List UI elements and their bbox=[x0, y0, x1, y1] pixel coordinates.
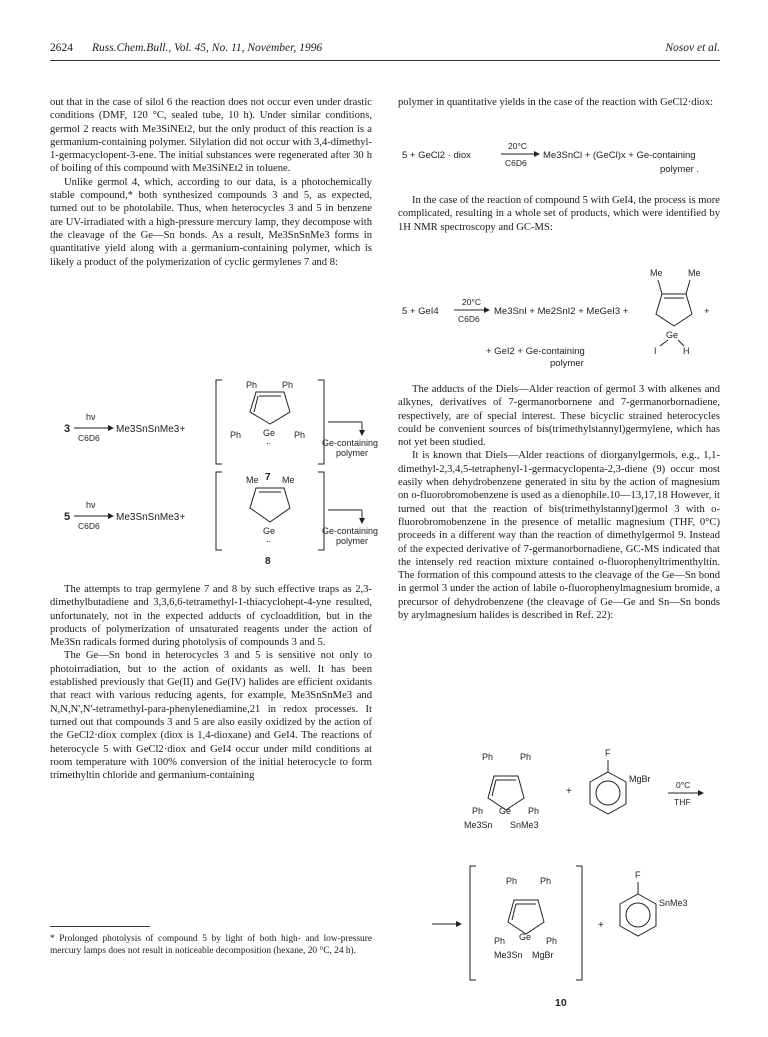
ge-label: Ge bbox=[263, 526, 276, 536]
paragraph: It is known that Diels—Alder reactions of diorganylgermols, e.g., 1,1-dimethyl-2,3,4,5-tetraphenyl-1-germacyclopenta-2,3-diene (9) occur most easily when dehydrobenzene generated in situ by the action of magnesium on o-fluorobromobenzene is used as a dienophile.10—13,17,18 However, it turned out that the reaction of bis(trimethylstannyl)germol 3 with o-fluorobromobenzene in the presence of metallic magnesium (THF, 0°C) proceeds in a different way than the reaction of dimethylgermol 9. Instead of the expected derivative of 7-germanorbornadiene, GC-MS indicated that the intensely red reaction mixture contained o-fluorophenyltrimenthyltin. The formation of this compound attests to the cleavage of the Ge—Sn bond in germol 3 under the action of labile o-fluorophenylmagnesium bromide, a precursor of dehydrobenzene (the cleavage of Ge—Ge and Sn—Sn bonds by arylmagnesium halides is described in Ref. 22): bbox=[398, 450, 720, 622]
mgbr-label: MgBr bbox=[532, 950, 554, 960]
arrowhead bbox=[108, 513, 114, 519]
solvent-label: C6D6 bbox=[78, 521, 100, 531]
hydrogen-label: H bbox=[683, 346, 690, 356]
fluorine-label: F bbox=[605, 748, 611, 758]
aromatic-circle bbox=[626, 903, 650, 927]
bracket-right bbox=[318, 472, 324, 550]
authors: Nosov et al. bbox=[665, 42, 720, 54]
arrowhead bbox=[108, 425, 114, 431]
temperature-label: 0°C bbox=[676, 780, 691, 790]
paragraph: In the case of the reaction of compound 5 with GeI4, the process is more complicated, resulting in a whole set of products, which were identified by 1H NMR spectroscopy and GC-MS: bbox=[398, 195, 721, 233]
right-column-top bbox=[398, 96, 720, 109]
iodine-label: I bbox=[654, 346, 657, 356]
reactant-3-label: 3 bbox=[64, 423, 71, 435]
journal-citation: Russ.Chem.Bull., Vol. 45, No. 11, November, 1996 bbox=[92, 42, 323, 54]
running-header bbox=[50, 42, 720, 58]
gecl2-reaction-svg bbox=[398, 134, 720, 180]
bracket-left bbox=[216, 472, 222, 550]
ph-label: Ph bbox=[520, 752, 532, 762]
solvent-label: C6D6 bbox=[458, 314, 480, 324]
ph-label: Ph bbox=[482, 752, 494, 762]
ph-label: Ph bbox=[246, 380, 258, 390]
polymer-label: polymer bbox=[336, 448, 369, 458]
me-label: Me bbox=[282, 475, 295, 485]
ph-label: Ph bbox=[472, 806, 484, 816]
paragraph: The attempts to trap germylene 7 and 8 by such effective traps as 2,3-dimethylbutadiene and 3,3,6,6-tetramethyl-1-thiacyclohept-4-yne resulted, unfortunately, not in the expected adducts of cycloaddition, but in the products of polymerization of unsaturated reagents under the action of Me3Sn radicals formed during photolysis of compounds 3 and 5. bbox=[50, 584, 372, 649]
ph-label: Ph bbox=[546, 936, 558, 946]
polymer-label: Ge-containing bbox=[322, 438, 379, 448]
ph-label: Ph bbox=[282, 380, 294, 390]
bracket-right bbox=[576, 866, 582, 980]
photolysis-scheme bbox=[50, 372, 379, 572]
gei4-reaction bbox=[398, 262, 720, 374]
gecl2-reaction bbox=[398, 134, 720, 180]
arrowhead bbox=[534, 151, 540, 157]
arrowhead bbox=[359, 430, 365, 436]
me-label: Me bbox=[246, 475, 259, 485]
ph-label: Ph bbox=[506, 876, 518, 886]
page-number: 2624 bbox=[50, 42, 73, 54]
benzene-ring bbox=[590, 772, 626, 814]
grignard-scheme-svg bbox=[398, 748, 720, 1010]
arrowhead bbox=[456, 921, 462, 927]
reactant-5-label: 5 bbox=[64, 511, 71, 523]
grignard-scheme bbox=[398, 748, 720, 1010]
left-column-top bbox=[50, 96, 372, 269]
reaction-lhs: 5 + GeCl2 · diox bbox=[402, 150, 471, 161]
reaction-rhs-continued: polymer . bbox=[660, 164, 700, 175]
bracket-left bbox=[470, 866, 476, 980]
compound-10-label: 10 bbox=[555, 997, 567, 1009]
arrowhead bbox=[698, 790, 704, 796]
bond bbox=[686, 280, 690, 294]
ph-label: Ph bbox=[230, 430, 242, 440]
left-column-bottom bbox=[50, 583, 372, 782]
bond bbox=[678, 340, 684, 346]
ge-label: Ge bbox=[666, 330, 679, 340]
ge-label: Ge bbox=[519, 932, 532, 942]
reaction-rhs: Me3SnCl + (GeCl)x + Ge-containing bbox=[543, 150, 696, 161]
paragraph: The adducts of the Diels—Alder reaction of germol 3 with alkenes and alkynes, derivatives of 7-germanorbornene and 7-germanorbornadiene, respectively, are of special interest. These bicyclic strained heterocycles could be convenient sources of bis(trimethylstannyl)germylene, which has not yet been studied. bbox=[398, 384, 720, 449]
bracket-left bbox=[216, 380, 222, 464]
paragraph: The Ge—Sn bond in heterocycles 3 and 5 is sensitive not only to photoirradiation, but to the action of oxidants as well. It has been established previously that Ge(II) and Ge(IV) halides are efficient oxidants that react with various reducing agents, for example, Me3SnSnMe3 and N,N,N',N'-tetramethyl-para-phenylenediamine,21 in redox processes. It turned out that compounds 3 and 5 are also easily oxidized by the action of the GeCl2·diox complex (diox is 1,4-dioxane) and GeI4. The reactions of heterocycle 5 with GeCl2·diox and GeI4 occur under mild conditions at room temperature with 100% conversion of the initial heterocycle to form trimethyltin chloride and germanium-containing bbox=[50, 650, 372, 782]
polymer-label: polymer bbox=[336, 536, 369, 546]
footnote-rule bbox=[50, 926, 150, 927]
temperature-label: 20°C bbox=[508, 141, 527, 151]
ge-label: Ge bbox=[263, 428, 276, 438]
snme3-label: SnMe3 bbox=[510, 820, 539, 830]
temperature-label: 20°C bbox=[462, 297, 481, 307]
solvent-label: C6D6 bbox=[505, 158, 527, 168]
me-label: Me bbox=[650, 268, 663, 278]
compound-7-label: 7 bbox=[265, 472, 271, 483]
ge-label: Ge bbox=[499, 806, 512, 816]
photolysis-scheme-svg bbox=[50, 372, 379, 572]
benzene-ring bbox=[620, 894, 656, 936]
mgbr-label: MgBr bbox=[629, 774, 651, 784]
aromatic-circle bbox=[596, 781, 620, 805]
product-label: Me3SnSnMe3+ bbox=[116, 424, 186, 435]
germole-ring bbox=[488, 776, 524, 810]
plus-sign: + bbox=[598, 920, 604, 931]
germole-ring bbox=[250, 392, 290, 424]
header-rule bbox=[50, 60, 720, 61]
reaction-line3: polymer bbox=[550, 358, 584, 369]
ph-label: Ph bbox=[494, 936, 506, 946]
plus-sign: + bbox=[704, 306, 710, 317]
me3sn-label: Me3Sn bbox=[464, 820, 493, 830]
solvent-label: C6D6 bbox=[78, 433, 100, 443]
hv-label: hν bbox=[86, 500, 96, 510]
ph-label: Ph bbox=[528, 806, 540, 816]
solvent-label: THF bbox=[674, 797, 691, 807]
bracket-right bbox=[318, 380, 324, 464]
compound-8-label: 8 bbox=[265, 556, 271, 567]
germole-ring bbox=[250, 488, 290, 522]
product-label: Me3SnSnMe3+ bbox=[116, 512, 186, 523]
bond bbox=[660, 340, 668, 346]
germole-ring bbox=[508, 900, 544, 934]
polymer-label: Ge-containing bbox=[322, 526, 379, 536]
paragraph: polymer in quantitative yields in the case of the reaction with GeCl2·diox: bbox=[398, 97, 714, 108]
germole-ring bbox=[656, 294, 692, 326]
hv-label: hν bbox=[86, 412, 96, 422]
ph-label: Ph bbox=[540, 876, 552, 886]
lone-pair: .. bbox=[266, 436, 272, 446]
paragraph: out that in the case of silol 6 the reaction does not occur even under drastic conditions (DMF, 120 °C, sealed tube, 10 h). Under similar conditions, germol 2 reacts with Me3SiNEt2, but the only product of this reaction is a germanium-containing polymer. Silylation did not occur with 3,4-dimethyl-1-germacyclopent-3-ene. The initial substances were regenerated after 30 h of boiling of this compound with Me3SiNEt2 in toluene. bbox=[50, 97, 372, 175]
gei4-reaction-svg bbox=[398, 262, 720, 374]
me-label: Me bbox=[688, 268, 701, 278]
fluorine-label: F bbox=[635, 870, 641, 880]
paragraph: Unlike germol 4, which, according to our data, is a photochemically stable compound,* both synthesized compounds 3 and 5, as expected, turned out to be photolabile. Thus, when heterocycles 3 and 5 in benzene are UV-irradiated with a high-pressure mercury lamp, they decompose with the cleavage of the Ge—Sn bonds. As a result, Me3SnSnMe3 forms in quantitative yield along with a germanium-containing polymer, which is likely a product of the polymerization of cyclic germylenes 7 and 8: bbox=[50, 176, 372, 268]
arrowhead bbox=[484, 307, 490, 313]
reaction-lhs: 5 + GeI4 bbox=[402, 306, 439, 317]
reaction-rhs: Me3SnI + Me2SnI2 + MeGeI3 + bbox=[494, 306, 629, 317]
footnote: * Prolonged photolysis of compound 5 by light of both high- and low-pressure mercury lamps does not result in noticeable decomposition (hexane, 20 °C, 24 h). bbox=[50, 934, 372, 956]
bond bbox=[658, 280, 662, 294]
plus-sign: + bbox=[566, 786, 572, 797]
right-column-gei4-intro bbox=[398, 194, 720, 234]
lone-pair: .. bbox=[266, 534, 272, 544]
me3sn-label: Me3Sn bbox=[494, 950, 523, 960]
right-column-diels-alder bbox=[398, 383, 720, 622]
reaction-line2: + GeI2 + Ge-containing bbox=[486, 346, 585, 357]
snme3-label: SnMe3 bbox=[659, 898, 688, 908]
ph-label: Ph bbox=[294, 430, 306, 440]
arrowhead bbox=[359, 518, 365, 524]
